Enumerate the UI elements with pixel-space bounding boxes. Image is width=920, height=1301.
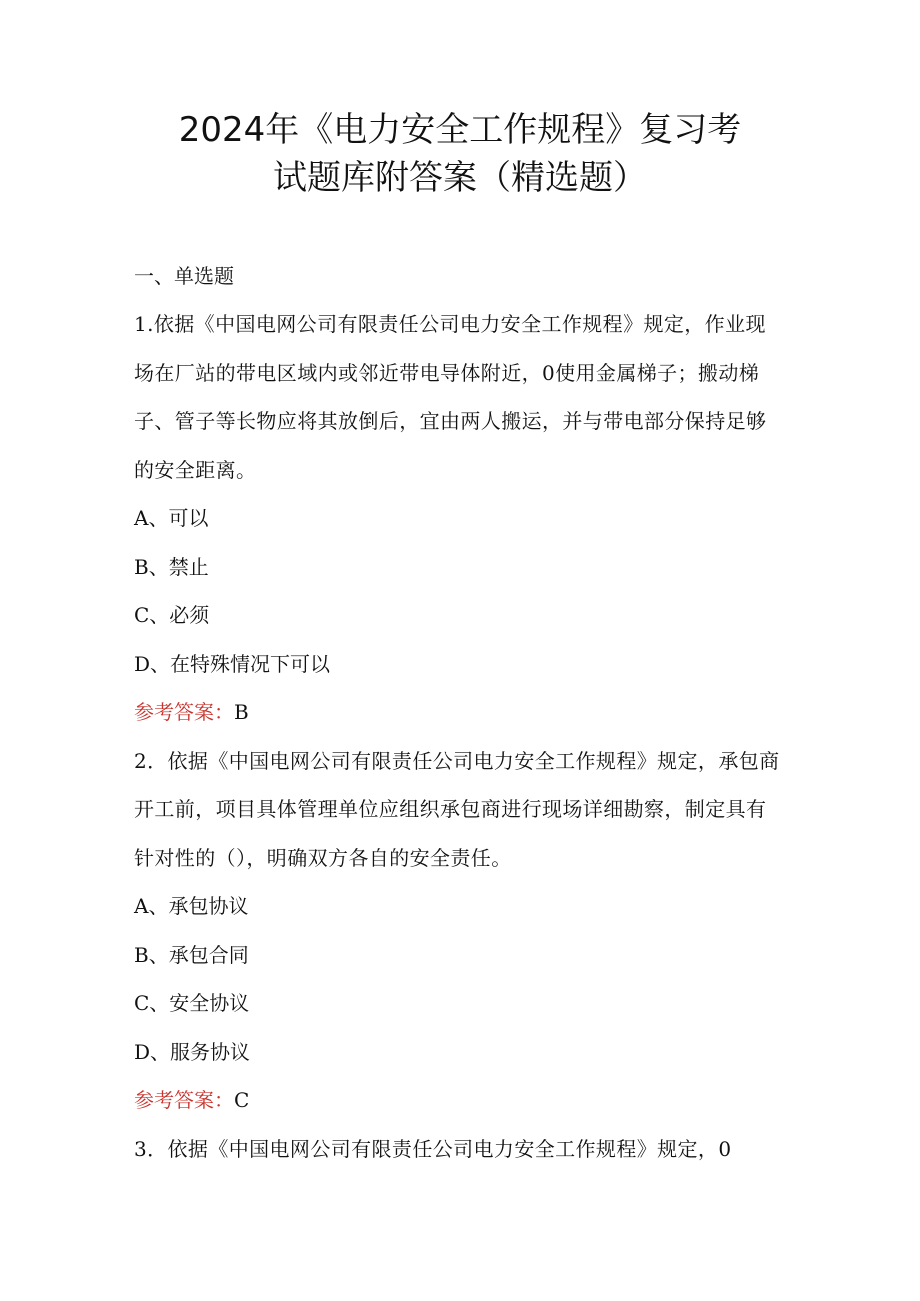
- question-block-3: [134, 1125, 784, 1174]
- title-line-2: 试题库附答案（精选题）: [273, 158, 647, 198]
- question-option: B、禁止: [134, 554, 209, 579]
- question-text: 1.依据《中国电网公司有限责任公司电力安全工作规程》规定，作业现场在厂站的带电区域内或邻近带电导体附近，0使用金属梯子；搬动梯子、管子等长物应将其放倒后，宜由两人搬运，并与带电部分保持足够的安全距离。: [134, 312, 767, 482]
- question-option: D、服务协议: [134, 1039, 251, 1064]
- question-option: A、承包协议: [134, 894, 249, 918]
- answer-line: [134, 688, 784, 737]
- question-block-2: [134, 737, 784, 1125]
- answer-line: [134, 1076, 784, 1125]
- question-block-1: [134, 300, 784, 737]
- question-option: C、必须: [134, 603, 210, 627]
- answer-value: C: [234, 1088, 250, 1112]
- answer-label: 参考答案：: [134, 1088, 234, 1112]
- question-text: 2．依据《中国电网公司有限责任公司电力安全工作规程》规定，承包商开工前，项目具体管理单位应组织承包商进行现场详细勘察，制定具有针对性的（），明确双方各自的安全责任。: [134, 748, 780, 870]
- question-option: D、在特殊情况下可以: [134, 651, 331, 676]
- document-title: [130, 106, 790, 202]
- question-text: 3．依据《中国电网公司有限责任公司电力安全工作规程》规定，0: [134, 1136, 732, 1161]
- question-option: B、承包合同: [134, 942, 249, 967]
- title-line-1: 2024年《电力安全工作规程》复习考: [178, 110, 742, 150]
- question-option: C、安全协议: [134, 991, 250, 1015]
- answer-label: 参考答案：: [134, 700, 234, 724]
- document-body: [134, 252, 784, 1173]
- question-option: A、可以: [134, 506, 209, 530]
- answer-value: B: [234, 700, 249, 724]
- section-title: 一、单选题: [134, 264, 234, 288]
